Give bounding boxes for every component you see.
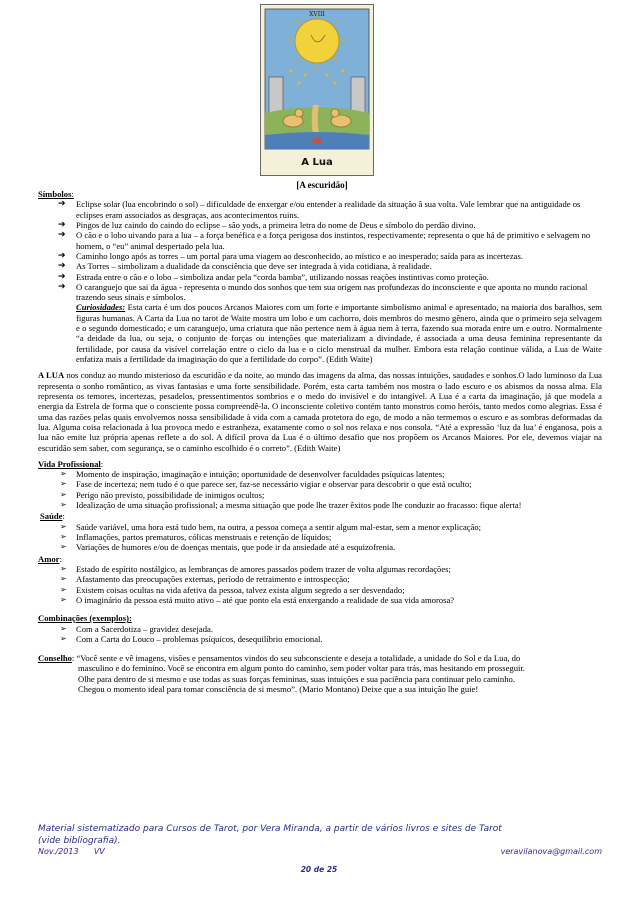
footer-credit: Material sistematizado para Cursos de Tarot, por Vera Miranda, a partir de vários livros e sites de Tarot	[38, 824, 502, 834]
amor-list	[38, 564, 602, 605]
vida-profissional-section	[38, 459, 602, 511]
footer-meta	[38, 847, 602, 858]
conselho-line-3: Olhe para dentro de si mesmo e use todas as suas forças femininas, suas intuições e sua paciência para continuar pelo caminho.	[78, 673, 515, 684]
footer-mark: VV	[93, 847, 105, 857]
saude-item: ➢ Saúde variável, uma hora está tudo bem, na outra, a pessoa começa a sentir algum mal-estar, sem a menor explicação;	[38, 522, 602, 532]
vida-profissional-title: Vida Profissional	[38, 458, 101, 469]
lua-lead: A LUA	[38, 370, 65, 381]
amor-item: ➢ Afastamento das preocupações externas, período de retraimento e introspecção;	[38, 574, 602, 584]
saude-item: ➢ Variações de humores e/ou de doenças mentais, que pode ir da ansiedade até a esquizofrenia.	[38, 542, 602, 552]
curiosidades-label: Curiosidades:	[76, 302, 126, 313]
simbolos-item: ➔ Eclipse solar (lua encobrindo o sol) – dificuldade de enxergar e/ou entender a realidade da situação â sua volta. Vale lembrar que na antiguidade os eclipses eram associados as desgraças, aos acontecimentos ruins.	[38, 199, 602, 220]
footer-email[interactable]: veravilanova@gmail.com	[500, 847, 602, 857]
card-caption: [A escuridão]	[296, 180, 348, 190]
amor-section	[38, 554, 602, 606]
page-number: 20 de 25	[300, 865, 338, 874]
saude-section	[38, 511, 602, 552]
saude-item: ➢ Inflamações, partos prematuros, cólicas menstruais e retenção de líquidos;	[38, 532, 602, 542]
amor-item: ➢ O imaginário da pessoa está muito ativo – até que ponto ela está enxergando a realidade de sua vida amorosa?	[38, 595, 602, 605]
simbolos-item: ➔ Caminho longo após as torres – um portal para uma viagem ao desconhecido, ao místico e ao inesperado; saída para as incertezas.	[38, 251, 602, 261]
vida-profissional-item: ➢ Idealização de uma situação profissional; a mesma situação que pode lhe trazer êxitos pode lhe conduzir ao fracasso: fique alerta!	[38, 500, 602, 510]
conselho-title: Conselho	[38, 653, 72, 664]
curiosidades-text: Esta carta é um dos poucos Arcanos Maiores com um forte e importante simbolismo animal e apresentado, na maioria dos baralhos, sem figuras humanas. A Carta da Lua no tarot de Waite mostra um lobo e um cachorro, dois membros do mesmo gênero, ainda que o primeiro seja selvagem e o segundo domesticado; e um caranguejo, uma criatura que não pertence nem à água nem à terra, fazendo sua morada entre um e outro. Normalmente “a deidade da lua, ou seja, o conjunto de forças ou intenções que materializam a divindade, é associada a uma deusa feminina representante da fertilidade, por causa da visível correlação entre o ciclo da lua e o ciclo menstrual da mulher. Embora esta relação continue válida, a Lua de Waite enfatiza mais a fertilidade da imaginação do que a fertilidade do corpo”. (Edith Waite)	[76, 302, 602, 364]
vida-profissional-item: ➢ Momento de inspiração, imaginação e intuição; oportunidade de desenvolver faculdades psíquicas latentes;	[38, 469, 602, 479]
simbolos-title: Símbolos	[38, 189, 72, 199]
vida-profissional-item: ➢ Fase de incerteza; nem tudo é o que parece ser, faz-se necessário vigiar e observar para descobrir o que está oculto;	[38, 479, 602, 489]
moon-tarot-card-image	[260, 4, 374, 176]
conselho-section	[38, 653, 602, 694]
moon-card-illustration	[261, 5, 373, 175]
combinacoes-item: ➢ Com a Sacerdotiza – gravidez desejada.	[38, 624, 602, 634]
vida-profissional-list	[38, 469, 602, 510]
page-footer	[38, 823, 602, 858]
conselho-line-1	[38, 653, 602, 663]
simbolos-item: ➔ Estrada entre o cão e o lobo – simboliza andar pela “corda bamba”, utilizando nossas reações instintivas como proteção.	[38, 272, 602, 282]
vida-profissional-heading: Vida Profissional:	[38, 458, 104, 469]
main-content	[38, 189, 602, 694]
amor-title: Amor	[38, 553, 60, 564]
saude-list	[38, 522, 602, 553]
footer-date-group	[38, 847, 105, 858]
combinacoes-title: Combinações (exemplos):	[38, 613, 132, 624]
simbolos-item: ➔ Pingos de luz caindo do caindo do eclipse – são yods, a primeira letra do nome de Deus e símbolo do perdão divino.	[38, 220, 602, 230]
combinacoes-item: ➢ Com a Carta do Louco – problemas psíquicos, desequilíbrio emocional.	[38, 634, 602, 644]
amor-item: ➢ Estado de espírito nostálgico, as lembranças de amores passados podem trazer de volta algumas recordações;	[38, 564, 602, 574]
conselho-text-1: : “Você sente e vê imagens, visões e pensamentos vindos do seu subconsciente e deseja a totalidade, a unidade do Sol e da Lua, do	[71, 653, 521, 664]
card-numeral: XVIII	[309, 11, 325, 18]
curiosidades-paragraph	[38, 302, 602, 364]
footer-date: Nov./2013	[38, 847, 79, 857]
card-name: A Lua	[301, 157, 333, 168]
combinacoes-list	[38, 624, 602, 645]
amor-item: ➢ Existem coisas ocultas na vida afetiva da pessoa, talvez exista algum segredo a ser desvendado;	[38, 585, 602, 595]
simbolos-item: ➔ O cão e o lobo uivando para a lua – a força benéfica e a força perigosa dos instintos, respectivamente; representa o que há de primitivo e selvagem no homem, o “eu” animal despertado pela lua.	[38, 230, 602, 251]
conselho-line-4: Chegou o momento ideal para tomar consciência de si mesmo”. (Mario Montano) Deixe que a sua intuição lhe guie!	[78, 684, 479, 695]
vida-profissional-item: ➢ Perigo não previsto, possibilidade de inimigos ocultos;	[38, 490, 602, 500]
lua-paragraph	[38, 370, 602, 453]
simbolos-heading: Símbolos:	[38, 189, 74, 199]
lua-text: nos conduz ao mundo misterioso da escuridão e da noite, ao mundo das imagens da alma, das nossas intuições, saudades e sonhos.O lado luminoso da Lua representa o sonho romântico, as vivas fantasias e uma forte sensibilidade. Porém, esta carta também nos mostra o lado escuro e os abismos da nossa alma. Ela representa os temores, incertezas, pesadelos, pressentimentos sombrios e o medo do invisível e do intangível. A Lua é a carta da imaginação, já que modela a energia da Estrela de forma que o consciente possa compreendê-la. O inconsciente coletivo contém tanto monstros como heróis, tanto medos como alegrias. Essa é uma das razões pelas quais envolvemos nossa sensibilidade à vida com a camada protetora do ego, de modo a não termemos o escuro e as sombras deformadas da lua. Alguma coisa relacionada à lua provoca medo e estranheza, exatamente como o sol nos relaxa e nos consola. “Até a expressão ‘luz da lua’ é enganosa, pois a lua não emite luz própria apenas reflete a do sol. A difícil prova da Lua é o último desafio que nos propõem os Arcanos Maiores. Por ele, devemos viajar na escuridão sem saber, com segurança, se o caminho escolhido é o correto”. (Edith Waite)	[38, 370, 602, 453]
simbolos-item: ➔ As Torres – simbolizam a dualidade da consciência que deve ser integrada à vida cotidiana, à realidade.	[38, 261, 602, 271]
amor-heading: Amor:	[38, 553, 62, 564]
simbolos-list	[38, 199, 602, 302]
footer-credit-2: (vide bibliografia).	[38, 836, 121, 847]
saude-title: Saúde	[40, 511, 63, 522]
saude-heading: Saúde:	[40, 511, 65, 522]
simbolos-item: ➔ O caranguejo que sai da água - representa o mundo dos sonhos que tem sua origem nas profundezas do inconsciente e que aponta no mundo racional trazendo seus sinais e símbolos.	[38, 282, 602, 303]
combinacoes-section	[38, 613, 602, 644]
conselho-line-2: masculino e do feminino. Você se encontra em algum ponto do caminho, sem poder voltar para trás, mas hesitando em prosseguir.	[78, 663, 525, 674]
